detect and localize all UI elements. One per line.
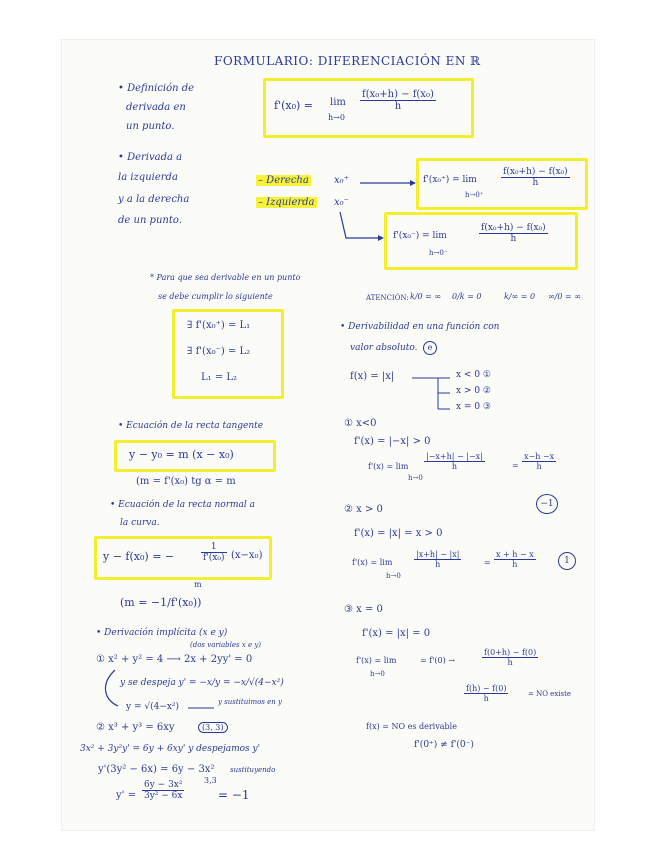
izquierda-label: – Izquierda bbox=[258, 197, 315, 208]
c3-lhs: f'(x) = lim bbox=[356, 656, 397, 665]
c2-result: 1 bbox=[558, 552, 576, 570]
sec2-label-1: • Derivada a bbox=[118, 152, 183, 163]
c3-num: f(0+h) − f(0) bbox=[484, 648, 537, 657]
arrow-right-head bbox=[410, 180, 416, 186]
xminus-label: x₀⁻ bbox=[334, 197, 349, 208]
page-title: FORMULARIO: DIFERENCIACIÓN EN ℝ bbox=[214, 54, 481, 68]
def-den: h bbox=[394, 101, 402, 112]
c3-conclusion-2: f'(0⁺) ≠ f'(0⁻) bbox=[414, 740, 474, 750]
atencion-item-1: k/0 = ∞ bbox=[410, 292, 442, 301]
implicit-ex1-l2: y se despeja y' = −x/y = −x/√(4−x²) bbox=[120, 678, 284, 688]
abs-func: f(x) = |x| bbox=[350, 371, 395, 382]
c3-fraction-2 bbox=[464, 684, 508, 703]
tangent-box bbox=[114, 440, 276, 472]
normal-label-1: • Ecuación de la recta normal a bbox=[110, 500, 256, 510]
c1-num2: x−h −x bbox=[524, 452, 555, 461]
cond-line-1: * Para que sea derivable en un punto bbox=[150, 273, 301, 282]
normal-rhs: (x−x₀) bbox=[231, 550, 263, 561]
c2-num: |x+h| − |x| bbox=[416, 550, 460, 559]
atencion-label: ATENCIÓN: bbox=[366, 294, 409, 302]
sec2-label-2: la izquierda bbox=[118, 172, 178, 183]
xplus-label: x₀⁺ bbox=[334, 175, 349, 186]
implicit-ex1-l3: y = √(4−x²) bbox=[126, 702, 180, 712]
def-sub: h→0 bbox=[328, 113, 345, 122]
implicit-label: • Derivación implícita (x e y) bbox=[96, 628, 228, 638]
implicit-ex2-num: 6y − 3x² bbox=[144, 780, 183, 790]
abs-case-3: x = 0 ③ bbox=[456, 402, 491, 412]
c1-result: −1 bbox=[536, 494, 558, 514]
normal-box bbox=[94, 536, 272, 580]
cond-item-3: L₁ = L₂ bbox=[201, 372, 238, 383]
c1-eq: = bbox=[512, 461, 519, 470]
c2-lhs: f'(x) = lim bbox=[352, 558, 393, 567]
cond-item-2: ∃ f'(x₀⁻) = L₂ bbox=[187, 346, 251, 357]
c3-head: ③ x = 0 bbox=[344, 604, 383, 615]
cond-line-2: se debe cumplir lo siguiente bbox=[158, 292, 273, 301]
c3-fraction bbox=[482, 648, 538, 667]
sec1-label-1: • Definición de bbox=[118, 83, 195, 94]
implicit-ex2-point: (3, 3) bbox=[198, 722, 228, 733]
c2-line1: f'(x) = |x| = x > 0 bbox=[354, 528, 443, 539]
sec2-label-3: y a la derecha bbox=[118, 194, 190, 205]
conditions-box bbox=[172, 309, 284, 399]
sec2-label-4: de un punto. bbox=[118, 215, 182, 226]
c1-num: |−x+h| − |−x| bbox=[426, 452, 483, 461]
derecha-label: – Derecha bbox=[258, 175, 309, 186]
normal-lhs: y − f(x₀) = − bbox=[103, 550, 175, 563]
abs-title-1: • Derivabilidad en una función con bbox=[340, 322, 500, 332]
normal-num: 1 bbox=[201, 542, 227, 553]
implicit-ex2-l2: 3x² + 3y²y' = 6y + 6xy' y despejamos y' bbox=[80, 744, 261, 754]
c2-den2: h bbox=[512, 560, 518, 569]
normal-m: m bbox=[194, 580, 202, 589]
c1-fraction-2 bbox=[522, 452, 556, 471]
implicit-ex2: ② x³ + y³ = 6xy bbox=[96, 722, 175, 733]
implicit-ex2-result: = −1 bbox=[218, 788, 250, 802]
c3-mid: = f'(0) → bbox=[420, 656, 455, 665]
c1-den: h bbox=[451, 462, 457, 471]
implicit-ex1-note: y sustituimos en y bbox=[218, 698, 282, 706]
implicit-ex2-fraction bbox=[142, 780, 184, 801]
tangent-label: • Ecuación de la recta tangente bbox=[118, 421, 264, 431]
right-sub: h→0⁺ bbox=[465, 191, 484, 199]
def-num: f(x₀+h) − f(x₀) bbox=[362, 89, 434, 100]
c3-line1: f'(x) = |x| = 0 bbox=[362, 628, 431, 639]
c2-fraction bbox=[414, 550, 461, 569]
atencion-item-2: 0/k = 0 bbox=[452, 292, 482, 301]
c3-den2: h bbox=[483, 694, 489, 703]
atencion-item-4: ∞/0 = ∞ bbox=[548, 292, 581, 301]
implicit-ex1: ① x² + y² = 4 ⟶ 2x + 2yy' = 0 bbox=[96, 654, 253, 665]
arrow-left-head bbox=[378, 235, 384, 241]
normal-sub: (m = −1/f'(x₀)) bbox=[120, 596, 202, 609]
c3-num2: f(h) − f(0) bbox=[466, 684, 507, 693]
normal-fraction bbox=[201, 542, 227, 563]
c2-eq: = bbox=[484, 558, 491, 567]
def-lim: lim bbox=[330, 97, 346, 108]
c1-den2: h bbox=[536, 462, 542, 471]
implicit-ex2-lhs: y' = bbox=[116, 790, 136, 801]
sec1-label-3: un punto. bbox=[126, 121, 175, 132]
c2-sub: h→0 bbox=[386, 572, 401, 580]
c2-head: ② x > 0 bbox=[344, 504, 383, 515]
normal-label-2: la curva. bbox=[120, 518, 160, 528]
atencion-item-3: k/∞ = 0 bbox=[504, 292, 536, 301]
c1-lhs: f'(x) = lim bbox=[368, 462, 409, 471]
c1-head: ① x<0 bbox=[344, 418, 377, 429]
abs-case-2: x > 0 ② bbox=[456, 386, 491, 396]
c1-line1: f'(x) = |−x| > 0 bbox=[354, 436, 431, 447]
c1-sub: h→0 bbox=[408, 474, 423, 482]
c2-num2: x + h − x bbox=[496, 550, 534, 559]
c2-fraction-2 bbox=[494, 550, 536, 569]
left-sub: h→0⁻ bbox=[429, 249, 448, 257]
abs-note-icon: e bbox=[423, 341, 437, 355]
c3-noexist: = NO existe bbox=[528, 690, 572, 698]
tangent-formula: y − y₀ = m (x − x₀) bbox=[129, 448, 234, 461]
right-den: h bbox=[532, 178, 539, 188]
def-lhs: f'(x₀) = bbox=[274, 99, 314, 112]
implicit-ex2-den: 3y² − 6x bbox=[144, 791, 183, 801]
implicit-ex2-arrow: 3,3 bbox=[204, 776, 217, 785]
c2-den: h bbox=[435, 560, 441, 569]
abs-title-2: valor absoluto. bbox=[350, 343, 418, 353]
c3-sub: h→0 bbox=[370, 670, 385, 678]
cond-item-1: ∃ f'(x₀⁺) = L₁ bbox=[187, 320, 251, 331]
left-lhs: f'(x₀⁻) = lim bbox=[393, 231, 447, 241]
implicit-ex2-note: sustituyendo bbox=[230, 766, 276, 774]
left-den: h bbox=[510, 234, 517, 244]
c1-fraction bbox=[424, 452, 485, 471]
implicit-sublabel: (dos variables x e y) bbox=[190, 641, 262, 649]
arrow-left bbox=[340, 212, 380, 238]
implicit-ex2-l3: y'(3y² − 6x) = 6y − 3x² bbox=[98, 764, 215, 775]
right-lhs: f'(x₀⁺) = lim bbox=[423, 175, 477, 185]
tangent-sub: (m = f'(x₀) tg α = m bbox=[136, 476, 236, 487]
sec1-label-2: derivada en bbox=[126, 102, 186, 113]
c3-den: h bbox=[507, 658, 513, 667]
c3-conclusion: f(x) = NO es derivable bbox=[366, 722, 457, 731]
abs-case-1: x < 0 ① bbox=[456, 370, 491, 380]
implicit-arrow bbox=[105, 670, 118, 706]
normal-den: f'(x₀) bbox=[203, 553, 225, 563]
right-num: f(x₀+h) − f(x₀) bbox=[503, 167, 568, 177]
left-num: f(x₀+h) − f(x₀) bbox=[481, 223, 546, 233]
